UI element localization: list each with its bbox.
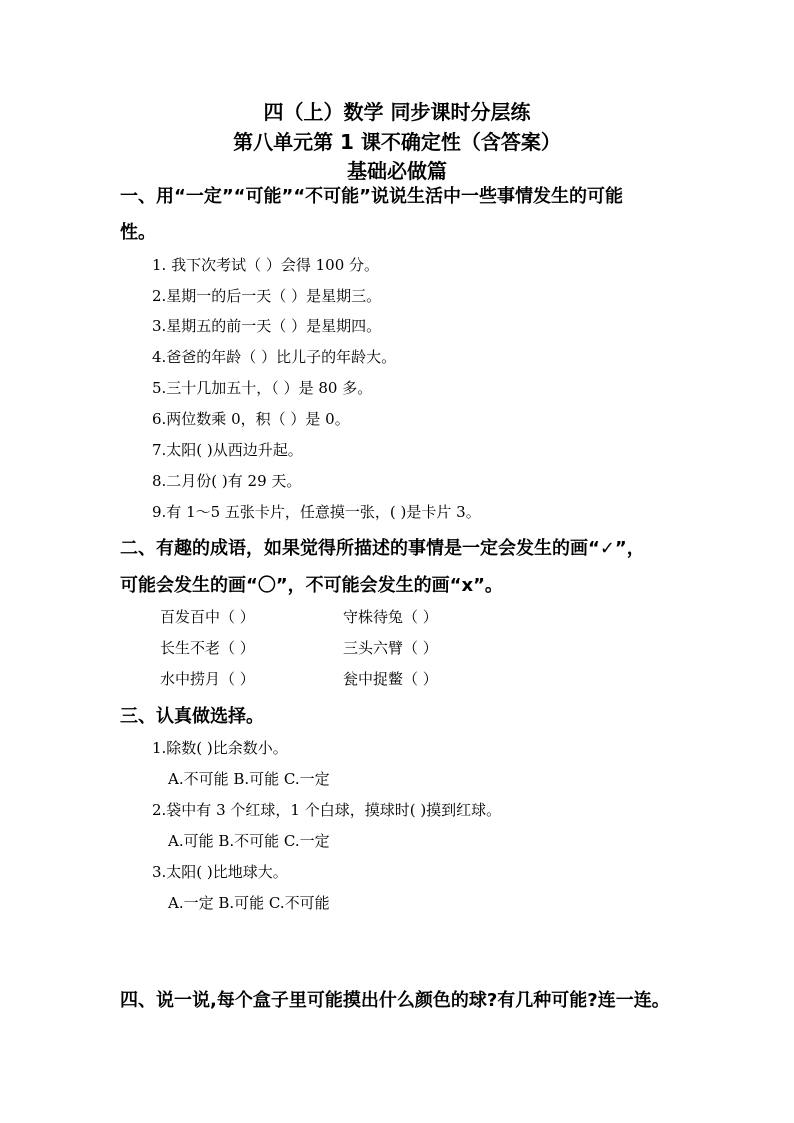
idiom-item: 长生不老（ ）: [160, 639, 255, 657]
section1-item: 6.两位数乘 0，积（ ）是 0。: [152, 410, 350, 428]
page-title-line1: 四（上）数学 同步课时分层练: [263, 100, 531, 124]
section1-item: 1. 我下次考试（ ）会得 100 分。: [152, 256, 380, 274]
idiom-item: 瓮中捉鳖（ ）: [343, 670, 438, 688]
question-options: A.一定 B.可能 C.不可能: [168, 894, 330, 912]
section2-heading-line2: 可能会发生的画“〇”，不可能会发生的画“x”。: [120, 575, 503, 596]
section1-item: 3.星期五的前一天（ ）是星期四。: [152, 317, 382, 335]
idiom-item: 守株待兔（ ）: [343, 608, 438, 626]
idiom-item: 水中捞月（ ）: [160, 670, 255, 688]
question-options: A.不可能 B.可能 C.一定: [168, 770, 330, 788]
question-text: 1.除数( )比余数小。: [152, 739, 288, 757]
section1-heading-line1: 一、用“一定”“可能”“不可能”说说生活中一些事情发生的可能: [120, 186, 623, 207]
section1-item: 2.星期一的后一天（ ）是星期三。: [152, 287, 382, 305]
idiom-item: 百发百中（ ）: [160, 608, 255, 626]
section1-heading-line2: 性。: [120, 222, 156, 243]
section4-heading: 四、说一说,每个盒子里可能摸出什么颜色的球?有几种可能?连一连。: [120, 990, 670, 1011]
idiom-item: 三头六臂（ ）: [343, 639, 438, 657]
section3-heading: 三、认真做选择。: [120, 706, 264, 727]
question-text: 3.太阳( )比地球大。: [152, 863, 288, 881]
page-title-line2: 第八单元第 1 课不确定性（含答案）: [233, 130, 561, 154]
question-text: 2.袋中有 3 个红球，1 个白球，摸球时( )摸到红球。: [152, 801, 502, 819]
section1-item: 5.三十几加五十，（ ）是 80 多。: [152, 379, 373, 397]
page-title-line3: 基础必做篇: [347, 159, 447, 183]
section1-item: 9.有 1～5 五张卡片，任意摸一张，( )是卡片 3。: [152, 503, 481, 521]
section1-item: 7.太阳( )从西边升起。: [152, 441, 303, 459]
question-options: A.可能 B.不可能 C.一定: [168, 832, 330, 850]
section2-heading-line1: 二、有趣的成语，如果觉得所描述的事情是一定会发生的画“✓”，: [120, 538, 645, 559]
section1-item: 4.爸爸的年龄（ ）比儿子的年龄大。: [152, 348, 397, 366]
section1-item: 8.二月份( )有 29 天。: [152, 472, 302, 490]
